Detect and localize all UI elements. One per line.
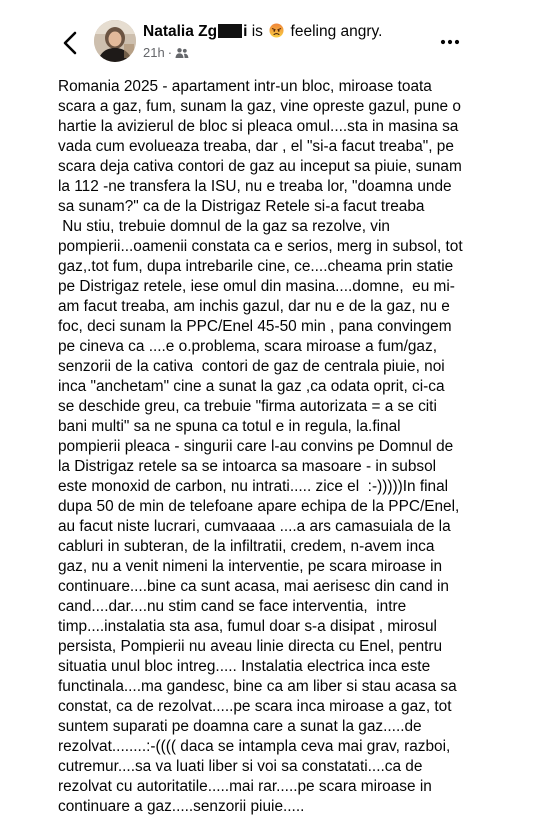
profile-photo [94,20,136,62]
more-options-icon [440,36,460,48]
author-name-end[interactable]: i [243,23,248,40]
author-name[interactable]: Natalia Zg [143,23,218,40]
post-header [0,0,534,74]
timestamp[interactable]: 21h [143,45,165,60]
redacted-block [218,24,242,38]
post-meta [143,45,189,60]
feeling-text: feeling angry. [290,23,383,40]
friends-icon [175,47,189,59]
more-options-button[interactable] [440,35,460,47]
back-button[interactable] [58,28,84,58]
avatar[interactable] [94,20,136,62]
activity-text: is [251,23,263,40]
angry-face-icon [269,23,284,38]
post-body-text: Romania 2025 - apartament intr-un bloc, miroase toata scara a gaz, fum, sunam la gaz, vine opreste gazul, pune o hartie la avizierul de bloc si pleaca omul....sta in masina sa vada cum evolueaza treaba, dar , el "si-a facut treaba", pe scara deja cativa contori de gaz au inceput sa piuie, sunam la 112 -ne transfera la ISU, nu e treaba lor, "doamna unde sa sunam?" ca de la Distrigaz Retele si-a facut treaba Nu stiu, trebuie domnul de la gaz sa rezolve, vin pompierii...oamenii constata ca e serios, merg in subsol, tot gaz,.tot fum, dupa intrebarile cine, ce....cheama prin statie pe Distrigaz retele, iese omul din masina....domne, eu mi- am facut treaba, am inchis gazul, dar nu e de la gaz, nu e foc, deci sunam la PPC/Enel 45-50 min , pana convingem pe cineva ca ....e o.problema, scara miroase a fum/gaz, senzorii de la cativa contori de gaz de centrala piuie, noi inca "anchetam" cine a sunat la gaz ,ca odata oprit, ci-ca se deschide greu, ca trebuie "firma autorizata = a se citi bani multi" sa ne spuna ca totul e in regula, la.final pompierii pleaca - singurii care l-au convins pe Domnul de la Distrigaz retele sa se intoarca sa masoare - in subsol este monoxid de carbon, nu intrati..... zice el :-)))))In final dupa 50 de min de telefoane apare echipa de la PPC/Enel, au facut niste lucrari, cumvaaaa ....a ars camasuiala de la cabluri in subteran, de la infiltratii, credem, n-avem inca gaz, nu a venit nimeni la interventie, pe scara miroase in continuare....bine ca sunt acasa, mai aerisesc din cand in cand....dar....nu stim cand se face interventia, intre timp....instalatia sta asa, fumul doar s-a disipat , mirosul persista, Pompierii nu aveau linie directa cu Enel, pentru situatia unul bloc intreg..... Instalatia electrica inca este functinala....ma gandesc, bine ca am liber si stau acasa sa constat, ca de rezolvat.....pe scara inca miroase a gaz, tot suntem suparati pe doamna care a sunat la gaz.....de rezolvat........:-(((( daca se intampla ceva mai grav, razboi, cutremur....sa va luati liber si voi sa constatati....ca de rezolvat cu autoritatile.....mai rar.....pe scara miroase in continuare a gaz.....senzorii piuie..... [58,78,463,815]
author-line [143,23,382,41]
chevron-left-icon [58,28,84,58]
meta-separator: · [167,45,173,60]
